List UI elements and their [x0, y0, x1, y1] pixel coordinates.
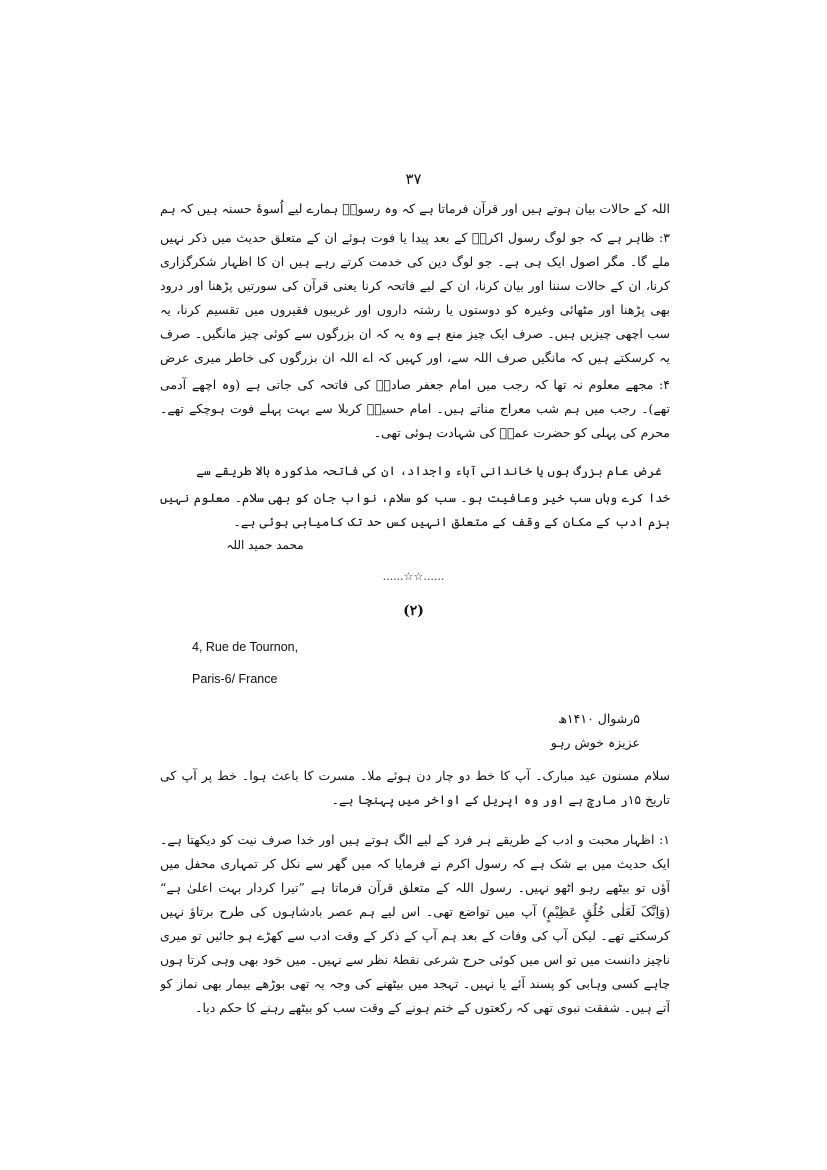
paragraph-item-4: ۴: مجھے معلوم نہ تھا کہ رجب میں امام جعفر صادقؒ کی فاتحہ کی جاتی ہے (وہ اچھے آدمی تھے)۔ رجب میں ہم شب معراج مناتے ہیں۔ امام حسینؓ کربلا سے بہت پہلے فوت ہوچکے تھے۔ محرم کی پہلی کو حضرت عمرؓ کی شہادت ہوئی تھی۔	[160, 377, 670, 440]
letter-date: ۵رشوال ۱۴۱۰ھ	[558, 711, 640, 726]
address-line-1: 4, Rue de Tournon,	[192, 640, 299, 654]
paragraph-item-1: ۱: اظہار محبت و ادب کے طریقے ہر فرد کے لیے الگ ہوتے ہیں اور خدا صرف نیت کو دیکھتا ہے۔ ایک حدیث میں بے شک ہے کہ رسول اکرم نے فرمایا کہ میں گھر سے نکل کر تمہاری محفل میں آؤں تو بیٹھے رہو اٹھو نہیں۔ رسول اللہ کے متعلق قرآن فرماتا ہے ”تیرا کردار بہت اعلیٰ ہے“ (وَاِنَّکَ لَعَلٰی خُلُقٍ عَظِیْمٍ) آپ میں تواضع تھی۔ اس لیے ہم عصر بادشاہوں کی طرح برتاؤ نہیں کرسکتے تھے۔ لیکن آپ کی وفات کے بعد ہم آپ کے ذکر کے وقت ادب سے کھڑے ہو جائیں تو میری ناچیز دانست میں تو اس میں کوئی حرج شرعی نقطۂ نظر سے نہیں۔ میں خود بھی وہی کرتا ہوں چاہے کسی وہابی کو پسند آئے یا نہیں۔ تہجد میں بیٹھنے کی وجہ یہ تھی بوڑھے بیمار بھی نماز کو آتے ہیں۔ شفقت نبوی تھی کہ رکعتوں کے ختم ہونے کے وقت سب کو بیٹھے رہنے کا حکم دیا۔	[160, 832, 670, 1015]
paragraph-closing: خدا کرے وہاں سب خیر وعافیت ہو۔ سب کو سلام، نواب جان کو بھی سلام۔ معلوم نہیں بزم ادب کے مکان کے وقف کے متعلق انہیں کس حد تک کامیابی ہوئی ہے۔	[160, 490, 670, 529]
paragraph-general: غرض عام بزرگ ہوں یا خاندانی آباء واجداد، ان کی فاتحہ مذکورہ بالا طریقے سے	[196, 463, 662, 478]
salutation: عزیزہ خوش رہو	[550, 735, 640, 750]
paragraph-greeting: سلام مسنون عید مبارک۔ آپ کا خط دو چار دن ہوئے ملا۔ مسرت کا باعث ہوا۔ خط پر آپ کی تاریخ ۱۵ر مارچ ہے اور وہ اپریل کے اواخر میں پہنچا ہے۔	[160, 768, 670, 807]
letter-number: (۲)	[403, 603, 424, 619]
signature: محمد حمید اللہ	[226, 538, 304, 552]
paragraph-intro: اللہ کے حالات بیان ہوتے ہیں اور قرآن فرماتا ہے کہ وہ رسولؐ ہمارے لیے اُسوۂ حسنہ ہیں کہ ہم	[160, 201, 670, 216]
address-line-2: Paris-6/ France	[192, 672, 278, 686]
paragraph-item-3: ۳: ظاہر ہے کہ جو لوگ رسول اکرمؐ کے بعد پیدا یا فوت ہوئے ان کے متعلق حدیث میں ذکر نہیں ملے گا۔ مگر اصول ایک ہی ہے۔ جو لوگ دین کی خدمت کرتے رہے ہیں ان کا اظہار شکرگزاری کرنا، ان کے حالات سننا اور بیان کرنا، ان کے لیے فاتحہ کرنا یعنی قرآن کی سورتیں پڑھنا اور درود بھی پڑھنا اور مٹھائی وغیرہ کو دوستوں یا رشتہ داروں اور غریبوں فقیروں میں تقسیم کرنا، یہ سب اچھی چیزیں ہیں۔ صرف ایک چیز منع ہے وہ یہ کہ ان بزرگوں سے کوئی چیز مانگیں۔ صرف یہ کرسکتے ہیں کہ مانگیں صرف اللہ سے، اور کہیں کہ اے اللہ ان بزرگوں کی خاطر میری عرض	[160, 230, 670, 365]
separator-stars: ......☆☆......	[382, 570, 445, 583]
page-number: ۳۷	[405, 170, 422, 188]
